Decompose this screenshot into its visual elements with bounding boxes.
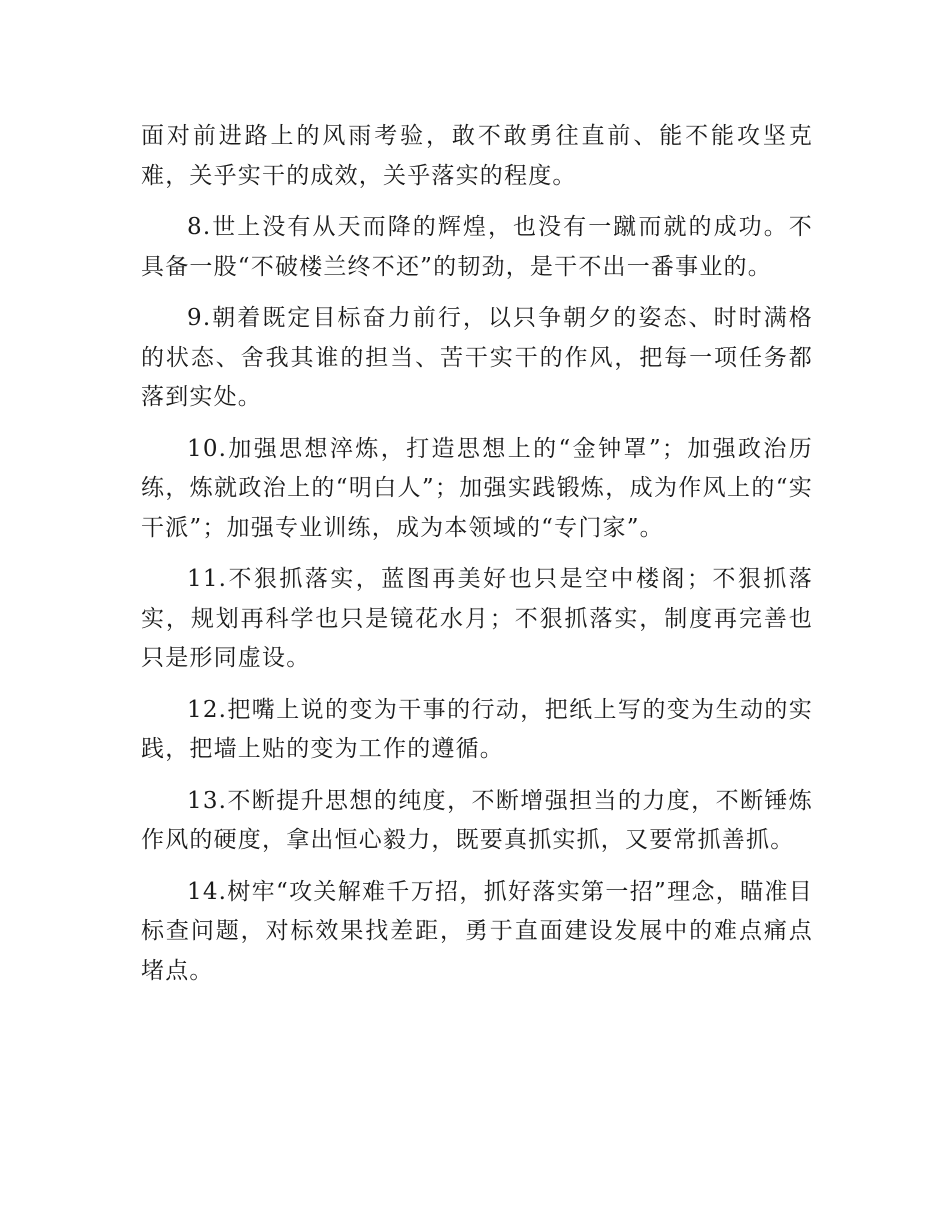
paragraph-item-12: 12.把嘴上说的变为干事的行动，把纸上写的变为生动的实践，把墙上贴的变为工作的遵循。 <box>141 696 813 762</box>
paragraph-item-9: 9.朝着既定目标奋力前行，以只争朝夕的姿态、时时满格的状态、舍我其谁的担当、苦干实干的作风，把每一项任务都落到实处。 <box>141 305 813 410</box>
paragraph-continuation: 面对前进路上的风雨考验，敢不敢勇往直前、能不能攻坚克难，关乎实干的成效，关乎落实的程度。 <box>141 123 813 189</box>
paragraph-item-10: 10.加强思想淬炼，打造思想上的“金钟罩”；加强政治历练，炼就政治上的“明白人”；加强实践锻炼，成为作风上的“实干派”；加强专业训练，成为本领域的“专门家”。 <box>141 435 813 541</box>
document-body <box>141 117 813 1003</box>
paragraph-item-13: 13.不断提升思想的纯度，不断增强担当的力度，不断锤炼作风的硬度，拿出恒心毅力，既要真抓实抓，又要常抓善抓。 <box>141 787 813 853</box>
paragraph-item-11: 11.不狠抓落实，蓝图再美好也只是空中楼阁；不狠抓落实，规划再科学也只是镜花水月；不狠抓落实，制度再完善也只是形同虚设。 <box>141 566 813 671</box>
paragraph-item-8: 8.世上没有从天而降的辉煌，也没有一蹴而就的成功。不具备一股“不破楼兰终不还”的韧劲，是干不出一番事业的。 <box>141 214 813 280</box>
paragraph-item-14: 14.树牢“攻关解难千万招，抓好落实第一招”理念，瞄准目标查问题，对标效果找差距，勇于直面建设发展中的难点痛点堵点。 <box>141 878 813 984</box>
